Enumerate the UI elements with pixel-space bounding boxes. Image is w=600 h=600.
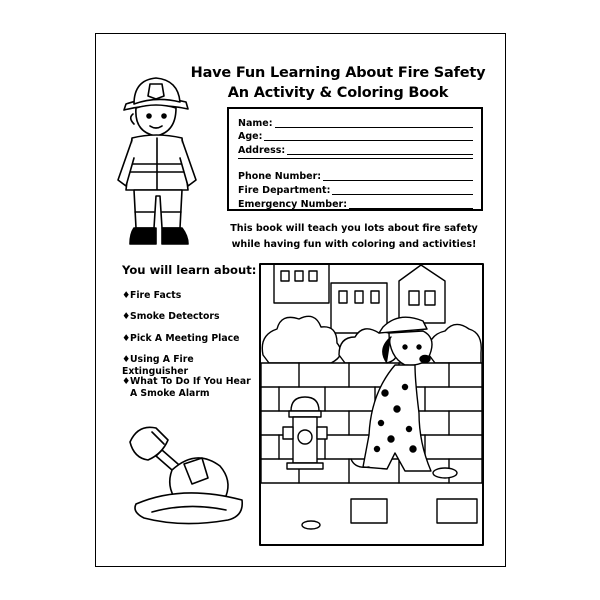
bullet-icon: ♦	[122, 354, 131, 365]
age-label: Age:	[238, 131, 263, 142]
address-line-2[interactable]	[238, 158, 473, 159]
fire-department-label: Fire Department:	[238, 185, 331, 196]
axe-helmet-illustration	[122, 420, 252, 535]
name-label: Name:	[238, 118, 273, 129]
bullet-icon: ♦	[122, 290, 131, 301]
phone-field[interactable]	[238, 169, 473, 182]
address-label: Address:	[238, 145, 286, 156]
bullet-icon: ♦	[122, 311, 131, 322]
list-item: ♦Fire Facts	[122, 290, 182, 301]
book-title-line2: An Activity & Coloring Book	[227, 85, 449, 101]
phone-label: Phone Number:	[238, 171, 322, 182]
list-item: ♦Pick A Meeting Place	[122, 333, 240, 344]
address-field[interactable]	[238, 143, 473, 156]
list-item: ♦Using A Fire Extinguisher	[122, 354, 194, 377]
info-form	[227, 107, 483, 211]
fire-department-field[interactable]	[238, 183, 473, 196]
dalmatian-scene-illustration	[259, 263, 484, 546]
list-item: ♦Smoke Detectors	[122, 311, 220, 322]
learn-heading: You will learn about:	[122, 263, 257, 277]
emergency-number-label: Emergency Number:	[238, 199, 347, 210]
age-field[interactable]	[238, 129, 473, 142]
book-title-line1: Have Fun Learning About Fire Safety	[190, 65, 486, 81]
emergency-number-field[interactable]	[238, 197, 473, 210]
name-field[interactable]	[238, 116, 473, 129]
bullet-icon: ♦	[122, 376, 131, 387]
bullet-icon: ♦	[122, 333, 131, 344]
intro-line1: This book will teach you lots about fire safety	[230, 223, 478, 234]
intro-line2: while having fun with coloring and activities!	[231, 239, 477, 250]
list-item: ♦What To Do If You Hear A Smoke Alarm	[122, 376, 251, 399]
